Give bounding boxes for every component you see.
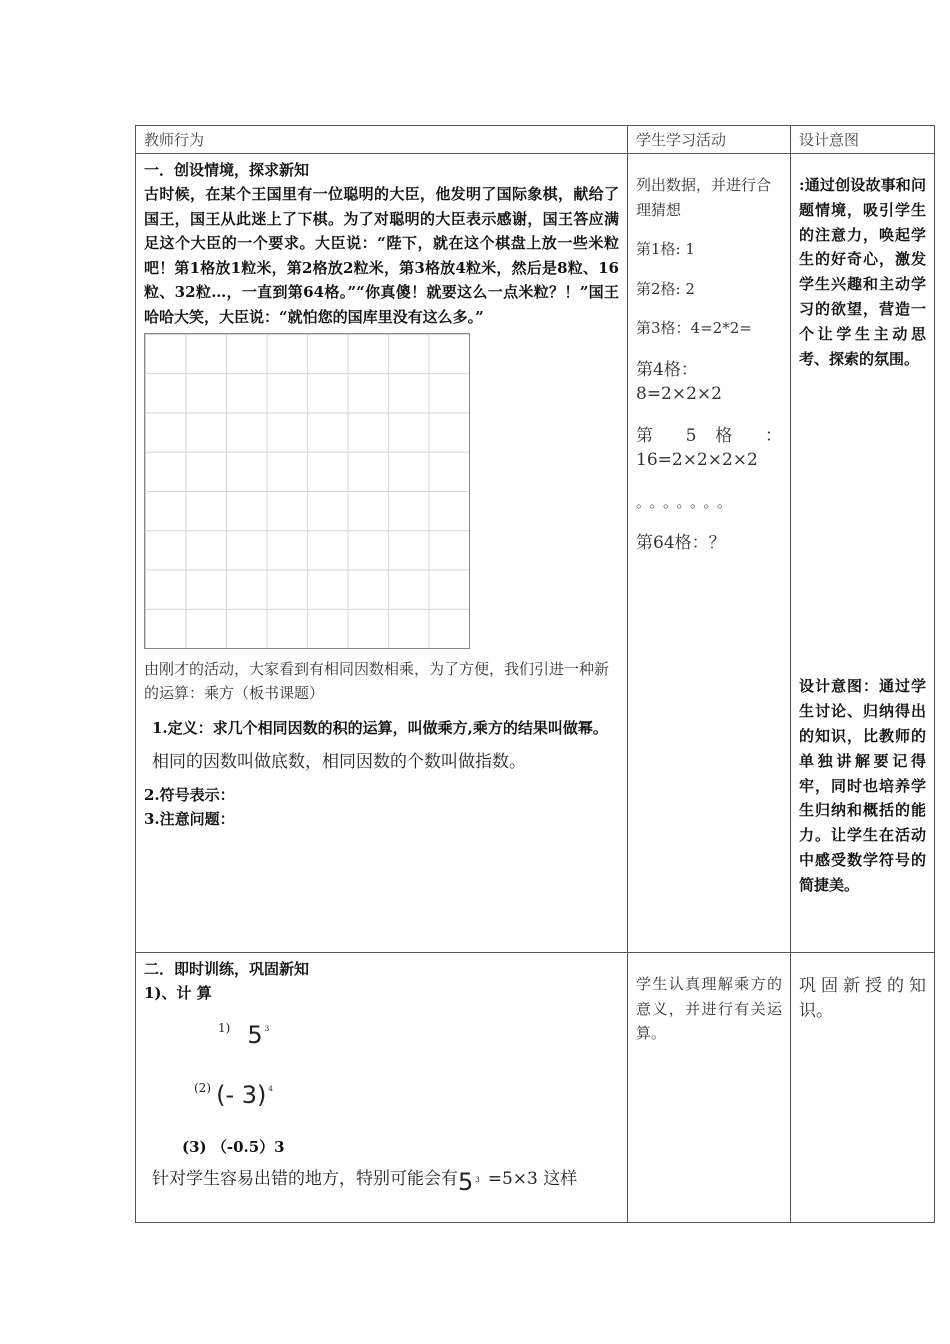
story-text: 古时候，在某个王国里有一位聪明的大臣，他发明了国际象棋，献给了国王，国王从此迷上了下棋。为了对聪明的大臣表示感谢，国王答应满足这个大臣的一个要求。大臣说：“陛下，就在这个棋盘上放一些米粒吧！第1格放1粒米，第2格放2粒米，第3格放4粒米，然后是8粒、16粒、32粒…，一直到第64格。”“你真傻！就要这么一点米粒？！”国王哈哈大笑，大臣说：“就怕您的国库里没有这么多。” <box>144 185 619 326</box>
section2-row <box>136 953 935 1223</box>
calc-subtitle: 1)、计 算 <box>144 984 212 1002</box>
problem-2-label: (2) <box>194 1081 211 1095</box>
chessboard-grid <box>144 333 470 649</box>
problem-2-base: (- 3) <box>216 1081 267 1109</box>
section2-title: 二．即时训练，巩固新知 <box>144 960 310 978</box>
student-grid64: 第64格：？ <box>636 533 726 553</box>
section2-design-cell <box>791 953 935 1223</box>
definition <box>152 711 619 779</box>
section2-student-text: 学生认真理解乘方的意义，并进行有关运算。 <box>636 975 782 1042</box>
lesson-table <box>135 125 935 1223</box>
header-teacher: 教师行为 <box>136 126 628 154</box>
student-grid5: 第 5 格 ：16=2×2×2×2 <box>636 425 782 470</box>
problem-1-exp: 3 <box>264 1025 270 1033</box>
header-design: 设计意图 <box>791 126 935 154</box>
problem-1-label: 1) <box>218 1021 231 1035</box>
problem-2-exp: 4 <box>268 1085 273 1093</box>
student-intro: 列出数据，并进行合理猜想 <box>636 176 772 219</box>
section2-design-text: 巩固新授的知识。 <box>799 976 926 1021</box>
student-grid2: 第2格: 2 <box>636 279 695 298</box>
error-note-end: =5×3 这样 <box>487 1169 578 1189</box>
section2-teacher-cell <box>136 953 628 1223</box>
error-note <box>152 1159 619 1196</box>
section2-student-cell <box>628 953 791 1223</box>
section1-design-cell <box>791 154 935 953</box>
problem-2 <box>194 1081 619 1121</box>
problem-1-base: 5 <box>247 1021 263 1049</box>
notice-label: 3.注意问题： <box>144 810 235 828</box>
design-intent-1: :通过创设故事和问题情境，吸引学生的注意力，唤起学生的好奇心，激发学生兴趣和主动学习的欲望，营造一个让学生主动思考、探索的氛围。 <box>799 176 926 368</box>
student-grid3: 第3格：4=2*2= <box>636 319 752 337</box>
problem-3: (3) （-0.5）3 <box>182 1138 285 1156</box>
definition-bold: 1.定义：求几个相同因数的积的运算，叫做乘方,乘方的结果叫做幂。 <box>152 719 608 737</box>
section1-row <box>136 154 935 953</box>
student-grid4: 第4格：8=2×2×2 <box>636 359 722 404</box>
error-note-start: 针对学生容易出错的地方，特别可能会有 <box>152 1169 458 1189</box>
header-student: 学生学习活动 <box>628 126 791 154</box>
design-intent-2: 设计意图：通过学生讨论、归纳得出的知识，比教师的单独讲解要记得牢，同时也培养学生归纳和概括的能力。让学生在活动中感受数学符号的简捷美。 <box>799 677 926 894</box>
header-row <box>136 126 935 154</box>
error-note-base: 5 <box>458 1168 474 1196</box>
definition-rest: 相同的因数叫做底数，相同因数的个数叫做指数。 <box>152 752 526 772</box>
intro-text: 由刚才的活动，大家看到有相同因数相乘，为了方便，我们引进一种新的运算：乘方（板书课题） <box>144 660 610 702</box>
error-note-exp: 3 <box>475 1176 480 1184</box>
problem-1 <box>218 1021 619 1061</box>
student-dots: 。。。。。。。 <box>636 492 739 511</box>
section1-teacher-cell <box>136 154 628 953</box>
section1-title: 一．创设情境，探求新知 <box>144 161 310 179</box>
student-grid1: 第1格: 1 <box>636 240 695 258</box>
symbol-label: 2.符号表示： <box>144 786 235 804</box>
section1-student-cell <box>628 154 791 953</box>
